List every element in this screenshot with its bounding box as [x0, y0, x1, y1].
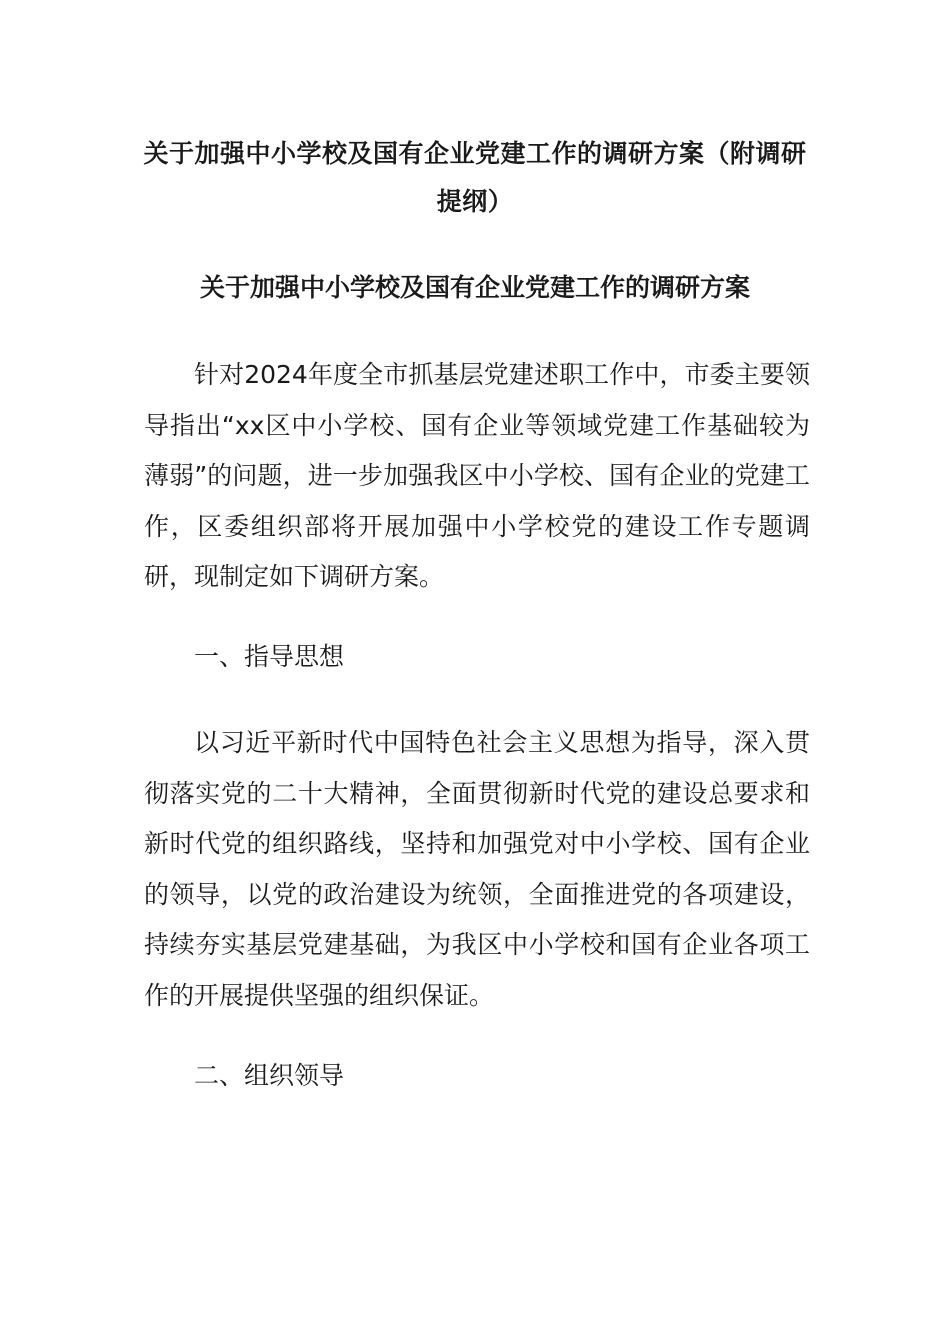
document-title: 关于加强中小学校及国有企业党建工作的调研方案（附调研提纲）: [143, 139, 807, 216]
document-subtitle: 关于加强中小学校及国有企业党建工作的调研方案: [199, 273, 750, 302]
intro-paragraph: 针对2024年度全市抓基层党建述职工作中，市委主要领导指出“xx区中小学校、国有企业等领域党建工作基础较为薄弱”的问题，进一步加强我区中小学校、国有企业的党建工作，区委组织部将开展加强中小学校党的建设工作专题调研，现制定如下调研方案。: [144, 360, 810, 591]
section-heading-organization-leadership: 二、组织领导: [194, 1061, 345, 1090]
section-heading-guiding-ideology: 一、指导思想: [194, 642, 345, 671]
section-paragraph-guiding-ideology: 以习近平新时代中国特色社会主义思想为指导，深入贯彻落实党的二十大精神，全面贯彻新时代党的建设总要求和新时代党的组织路线，坚持和加强党对中小学校、国有企业的领导，以党的政治建设为统领，全面推进党的各项建设，持续夯实基层党建基础，为我区中小学校和国有企业各项工作的开展提供坚强的组织保证。: [144, 728, 810, 1010]
